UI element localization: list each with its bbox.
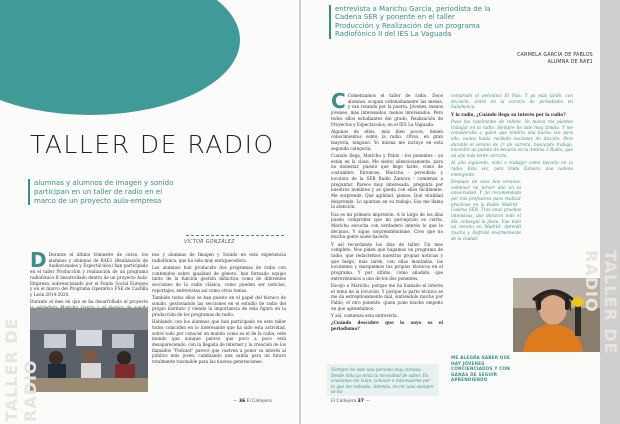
paragraph: Durante el último trimestre de curso, los alumnos y alumnas de RAE1 (Realización de Audiovisuales y Espectáculos) han participado en el taller Producción y realización de un programa radiofónico II desarrollado dentro de un proyecto Aula-Empresa, subvencionado por el Fondo Social Europeo y en el marco del Programa Operativo FSE de Castilla y León 2014-2020. (30, 252, 148, 297)
paragraph: nos y alumnas de Imagen y Sonido en esta experiencia radiofónica, que ha sido muy enriquecedora. (152, 252, 286, 263)
dropcap: D (30, 248, 47, 272)
byline-role: ALUMNA DE RAE1 (547, 60, 593, 65)
answer-text: Al año siguiente, volví a trabajar como becaria en la radio. Esta vez, para Onda Zamora, una cadena emergente. (451, 160, 573, 177)
vertical-section-label: TALLER DE RADIO (582, 250, 620, 355)
answer-box: Siempre he sido una persona muy curiosa. Desde niña ya tenía la necesidad de saber. En ocasiones me leían, conocer e interesarme por lo que me rodeaba. Además, en mi casa siempre se ha (327, 364, 439, 396)
left-footer (233, 399, 272, 404)
interview-question: Y la radio, ¿Cuándo llega su interés por la radio? (451, 111, 566, 117)
paragraph: También todos ellos se han puesto en el papel del técnico de sonido, gestionando las secciones en el estudio de radio del propio instituto y viendo la importancia de esta figura en la producción de los programas de radio. (152, 294, 286, 318)
decorative-ellipse (0, 0, 240, 115)
right-column-1 (331, 89, 443, 361)
paragraph: Comenzamos el taller de radio. Doce alumnos ocupan ordenadamente las mesas, y van rotando por la puerta. Jóvenes, menos jóvenes, más interesados, menos interesados. Pero todos ellos estudiantes del grado, Realización de Proyectos y Espectáculos, en el IES La Vaguada. (331, 93, 443, 127)
vertical-section-label: TALLER DE RADIO (2, 317, 40, 422)
paragraph: Cuando llega, Marichu y Pablo - los ponentes - ya están en la clase. Me siento silenciosamente, para no molestar, puesto que llego tarde, como de costumbre. Entonces, Marichu - periodista y locutora de la SER Radio Zamora - comienza a preguntar. Parece muy interesada, pregunta por nuestros nombres y se queda con ellos fácilmente. Me sorprende. Qué agilidad, pienso. Qué vitalidad desprende. Lo apuntan en su trabajo. Eso me llama la atención. (331, 153, 443, 210)
dropcap: C (331, 89, 346, 113)
paragraph: Y así recordando los días de taller. Un mes completo. Nos piden que hagamos un programa de radio, que redactemos nuestras propias noticias y que luego, más tarde, con ellas montadas, las locutemos y marquemos tus propios técnicos en el programa. Y por último, como añadido, que entrevistemos a uno de los dos ponentes. (331, 241, 443, 281)
left-page (0, 0, 299, 424)
footer-dash: — (233, 399, 239, 404)
page-number: 37 (357, 399, 364, 404)
right-column-2 (451, 93, 573, 279)
article-subtitle: alumnas y alumnos de imagen y sonido participan en un taller de radio en el marco de un proyecto aula-empresa (28, 179, 176, 205)
classroom-photo (30, 308, 148, 392)
photo-caption: ME ALEGRA SABER QUE HAY JÓVENES CONCIENCIADOS Y CON GANAS DE SEGUIR APRENDIENDO (451, 355, 511, 383)
paragraph: Hablando con los alumnos que han participado en este taller todos coinciden en lo interesante que ha sido esta actividad, sobre todo por conocer un mundo como es el de la radio; este mundo que aunque parece que poco a poco está desapareciendo, con la llegada de internet y la creación de los llamados "Podcast" parece que vuelven a poner su interés al público más joven, cambiando una salida para un futuro totalmente razonable para las nuevas generaciones. (152, 319, 286, 365)
author-name: VÍCTOR GONZÁLEZ (184, 240, 235, 245)
paragraph: Los alumnos han producido dos programas de radio con contenidos sobre igualdad de género, han formado equipo tanto de la función gestión didáctica como de diferentes secciones de la radio clásica, como pueden ser noticias, reportajes, entrevistas así como otros temas. (152, 264, 286, 293)
author-divider (186, 235, 284, 236)
magazine-name: El Callejero (331, 399, 357, 404)
paragraph: Y así, comienza esta entrevista. (331, 313, 398, 319)
answer-text: Pues fue totalmente de rebote. Yo nunca me planteé trabajar en la radio. Siempre he sido muy tímida. Y me consideraba a quien que tendría una buena voz para ello, nunca había recibido nociones de dicción. Pero durante el verano de 2º de carrera, buscando trabajo, encontré un puesto de becaria en la Antena 3 Radio, que un año más tarde cerraría. (451, 118, 573, 159)
article-title: TALLER DE RADIO (30, 130, 275, 159)
byline-author: CARMELA GARCÍA DE PABLOS (517, 53, 593, 58)
byline (517, 52, 593, 66)
right-page (301, 0, 620, 424)
paragraph: Esa es mi primera impresión. A lo largo de los días puedo comprobar que mi percepción es cierta. Marichu escucha con verdadero interés lo que le decimos. Y sigue sorprendiéndome. Creo que no mucha gente suele hacerlo. (331, 211, 443, 240)
right-footer (331, 399, 370, 404)
interview-lead: entrevista a Marichu García, periodista de la Cadena SER y ponente en el taller Producción y Realización de un programa Radiofónico II del IES La Vaguada (329, 5, 495, 39)
magazine-name: El Callejero (246, 399, 272, 404)
answer-text: comprado el periódico El País. Y ya más tarde, con decisión, entré en la carrera de periodismo en Salamanca. (451, 93, 573, 110)
page-number: 36 (238, 399, 246, 404)
paragraph: Durante el mes en que se ha desarrollado el proyecto (30, 299, 148, 305)
paragraph: Escojo a Marichu, porque me ha llamado el interés el tema de la locución. Y porque la parte técnica se me da estrepitosamente mal, sintiéndolo mucho por Pablo, el otro ponente, quien pone mucho empeño en que aprendamos. (331, 283, 443, 311)
paragraph: Algunos de ellos, más bien pocos, tienen conocimientos sobre la radio. Otros, en gran mayoría, ninguno. Yo misma me incluyo en esta segunda categoría. (331, 128, 443, 151)
answer-text: Después de esos dos veranos, comencé mi tercer año en la universidad. Y fui recomendada por mis profesores para realizar prácticas en la Radio Madrid - Cadena SER. Tras unas pruebas intensivas, que duraron todo el día, conseguí la plaza. Fue todo un verano en Madrid. Aprendí mucho y disfruté enormemente de la ciudad. (451, 178, 521, 241)
footer-dash: — (363, 399, 370, 404)
interview-question: ¿Cuándo descubre que lo suyo es el periodismo? (331, 320, 443, 331)
left-column-2 (152, 252, 286, 392)
